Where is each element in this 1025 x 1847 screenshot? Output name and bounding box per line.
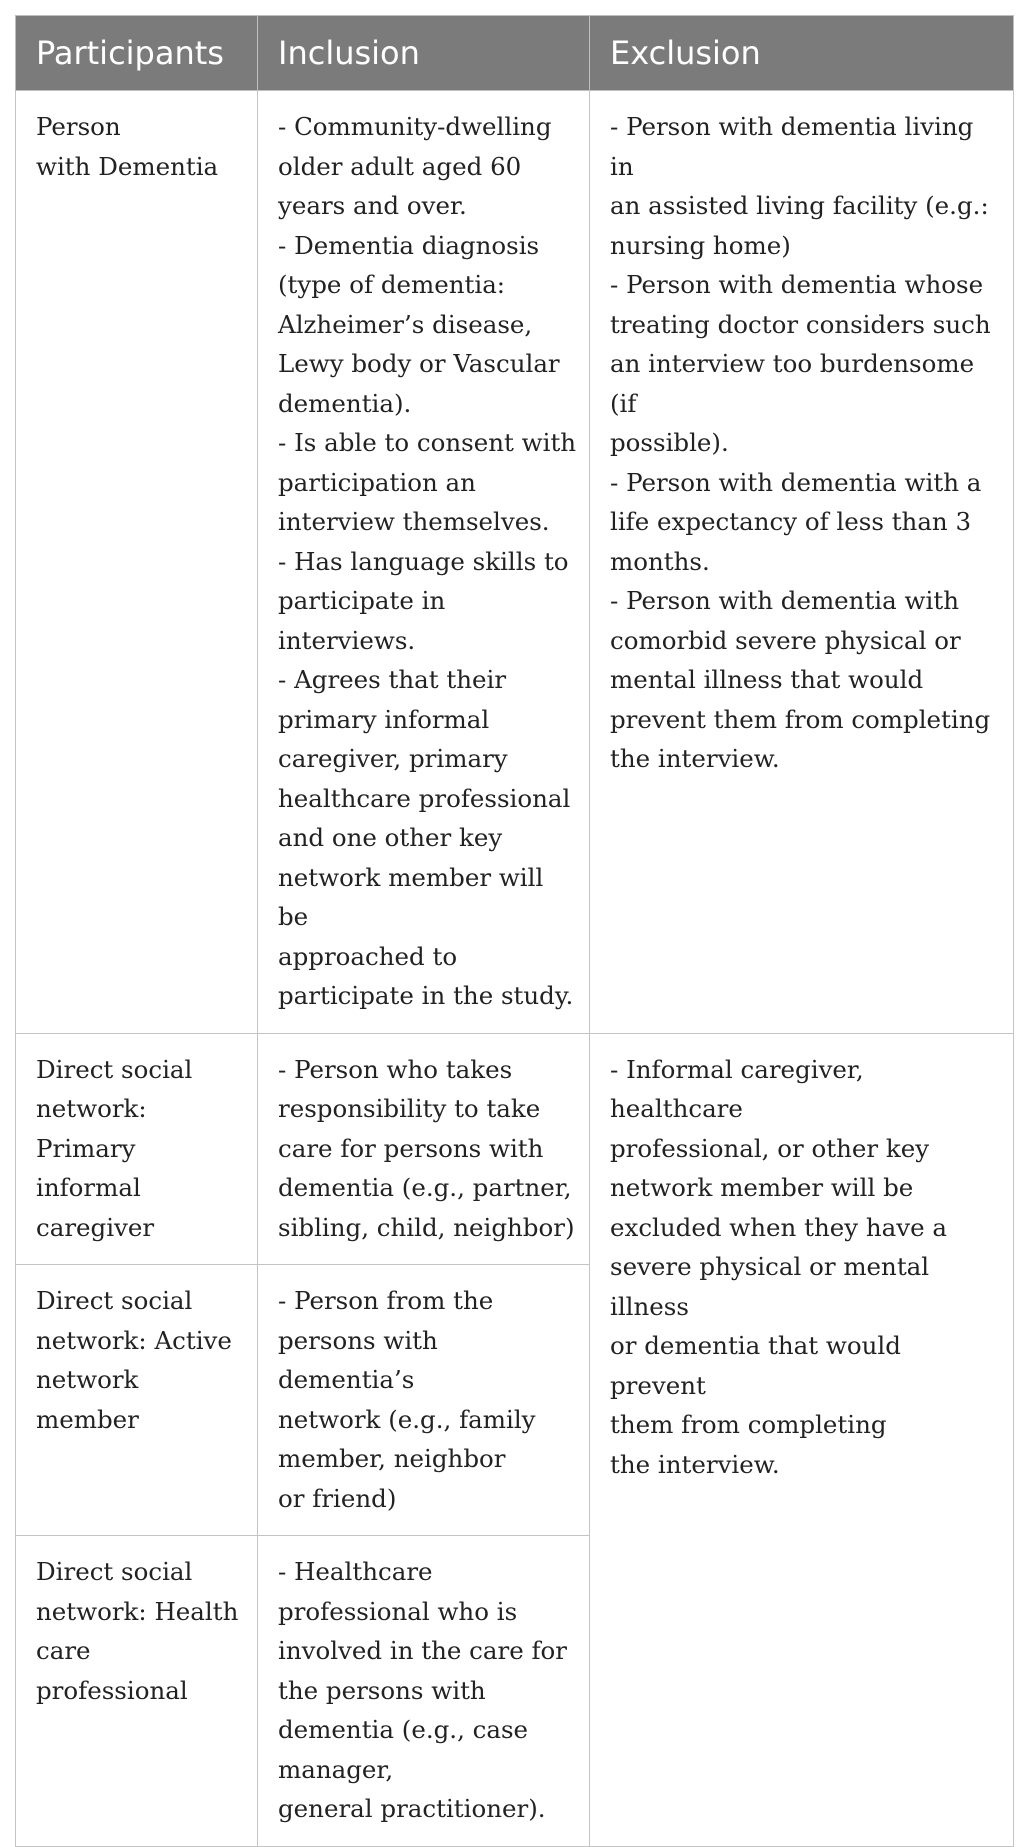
cell-line: the interview. bbox=[610, 1449, 780, 1479]
cell-line: member, neighbor bbox=[278, 1444, 506, 1473]
cell-line: responsibility to take bbox=[278, 1094, 541, 1123]
cell-line: participate in interviews. bbox=[278, 586, 446, 655]
cell-line: mental illness that would bbox=[610, 665, 924, 694]
cell-line: care professional bbox=[36, 1636, 188, 1705]
cell-line: network: Active bbox=[36, 1325, 232, 1355]
cell-line: - Is able to consent with bbox=[278, 428, 577, 457]
cell-line: - Informal caregiver, healthcare bbox=[610, 1054, 864, 1123]
cell-line: (type of dementia: bbox=[278, 270, 506, 299]
cell-line: - Person with dementia with bbox=[610, 586, 959, 615]
header-exclusion: Exclusion bbox=[590, 16, 1014, 91]
cell-line: network member bbox=[36, 1365, 139, 1434]
participant-cell bbox=[16, 1265, 258, 1536]
header-participants: Participants bbox=[16, 16, 258, 91]
cell-line: - Person with dementia living in bbox=[610, 112, 974, 181]
cell-line: approached to bbox=[278, 941, 458, 971]
cell-line: care for persons with bbox=[278, 1133, 544, 1163]
inclusion-cell bbox=[258, 91, 590, 1034]
cell-line: network (e.g., family bbox=[278, 1404, 536, 1434]
cell-line: - Healthcare bbox=[278, 1557, 433, 1586]
cell-line: an interview too burdensome (if bbox=[610, 349, 975, 418]
cell-line: Direct social bbox=[36, 1286, 193, 1315]
cell-line: professional who is bbox=[278, 1596, 518, 1626]
criteria-table bbox=[15, 15, 1014, 1847]
cell-line: - Person who takes bbox=[278, 1054, 513, 1084]
table-row bbox=[16, 1033, 1014, 1265]
cell-line: Primary bbox=[36, 1133, 136, 1163]
cell-line: and one other key bbox=[278, 823, 503, 852]
cell-line: older adult aged 60 bbox=[278, 151, 522, 181]
cell-line: caregiver, primary bbox=[278, 744, 508, 773]
shared-exclusion-cell bbox=[590, 1033, 1014, 1846]
cell-line: primary informal bbox=[278, 704, 490, 734]
cell-line: dementia (e.g., partner, bbox=[278, 1173, 572, 1202]
cell-line: dementia (e.g., case bbox=[278, 1715, 529, 1744]
cell-line: treating doctor considers such bbox=[610, 309, 991, 339]
cell-line: - Has language skills to bbox=[278, 546, 569, 576]
cell-line: Direct social bbox=[36, 1557, 193, 1586]
cell-line: - Person with dementia whose bbox=[610, 270, 984, 299]
inclusion-cell bbox=[258, 1536, 590, 1847]
cell-line: informal bbox=[36, 1173, 141, 1202]
cell-line: professional, or other key bbox=[610, 1133, 930, 1163]
cell-line: - Person with dementia with a bbox=[610, 467, 982, 497]
cell-line: Person bbox=[36, 112, 121, 141]
header-inclusion: Inclusion bbox=[258, 16, 590, 91]
cell-line: - Dementia diagnosis bbox=[278, 230, 540, 260]
cell-line: or dementia that would prevent bbox=[610, 1331, 901, 1400]
cell-line: years and over. bbox=[278, 191, 467, 220]
cell-line: network: bbox=[36, 1094, 147, 1123]
cell-line: - Agrees that their bbox=[278, 665, 507, 694]
table-row bbox=[16, 91, 1014, 1034]
cell-line: nursing home) bbox=[610, 230, 791, 260]
cell-line: the persons with bbox=[278, 1675, 486, 1705]
cell-line: network member will be bbox=[610, 1173, 914, 1202]
cell-line: Lewy body or Vascular bbox=[278, 349, 560, 378]
participant-cell bbox=[16, 1536, 258, 1847]
cell-line: them from completing bbox=[610, 1410, 887, 1439]
cell-line: Direct social bbox=[36, 1054, 193, 1084]
cell-line: prevent them from completing bbox=[610, 704, 991, 734]
cell-line: manager, bbox=[278, 1754, 394, 1784]
cell-line: sibling, child, neighbor) bbox=[278, 1212, 575, 1242]
cell-line: - Person from the bbox=[278, 1286, 494, 1315]
cell-line: healthcare professional bbox=[278, 783, 571, 813]
cell-line: life expectancy of less than 3 bbox=[610, 507, 972, 536]
cell-line: general practitioner). bbox=[278, 1794, 546, 1823]
cell-line: - Community-dwelling bbox=[278, 112, 552, 141]
cell-line: involved in the care for bbox=[278, 1636, 568, 1665]
cell-line: excluded when they have a bbox=[610, 1212, 947, 1242]
cell-line: interview themselves. bbox=[278, 507, 550, 536]
cell-line: with Dementia bbox=[36, 151, 219, 181]
cell-line: network: Health bbox=[36, 1596, 239, 1626]
exclusion-cell bbox=[590, 91, 1014, 1034]
cell-line: comorbid severe physical or bbox=[610, 625, 961, 655]
cell-line: months. bbox=[610, 546, 710, 576]
cell-line: Alzheimer’s disease, bbox=[278, 309, 533, 339]
inclusion-cell bbox=[258, 1265, 590, 1536]
inclusion-cell bbox=[258, 1033, 590, 1265]
cell-line: severe physical or mental illness bbox=[610, 1252, 930, 1321]
table-header bbox=[16, 16, 1014, 91]
cell-line: the interview. bbox=[610, 744, 780, 773]
header-row bbox=[16, 16, 1014, 91]
cell-line: possible). bbox=[610, 428, 729, 457]
cell-line: or friend) bbox=[278, 1483, 397, 1513]
cell-line: participation an bbox=[278, 467, 476, 497]
cell-line: persons with dementia’s bbox=[278, 1325, 438, 1394]
participant-cell bbox=[16, 91, 258, 1034]
cell-line: an assisted living facility (e.g.: bbox=[610, 191, 989, 220]
cell-line: caregiver bbox=[36, 1212, 155, 1242]
cell-line: dementia). bbox=[278, 388, 412, 418]
table-body bbox=[16, 91, 1014, 1847]
cell-line: network member will be bbox=[278, 862, 544, 931]
cell-line: participate in the study. bbox=[278, 981, 574, 1010]
participant-cell bbox=[16, 1033, 258, 1265]
